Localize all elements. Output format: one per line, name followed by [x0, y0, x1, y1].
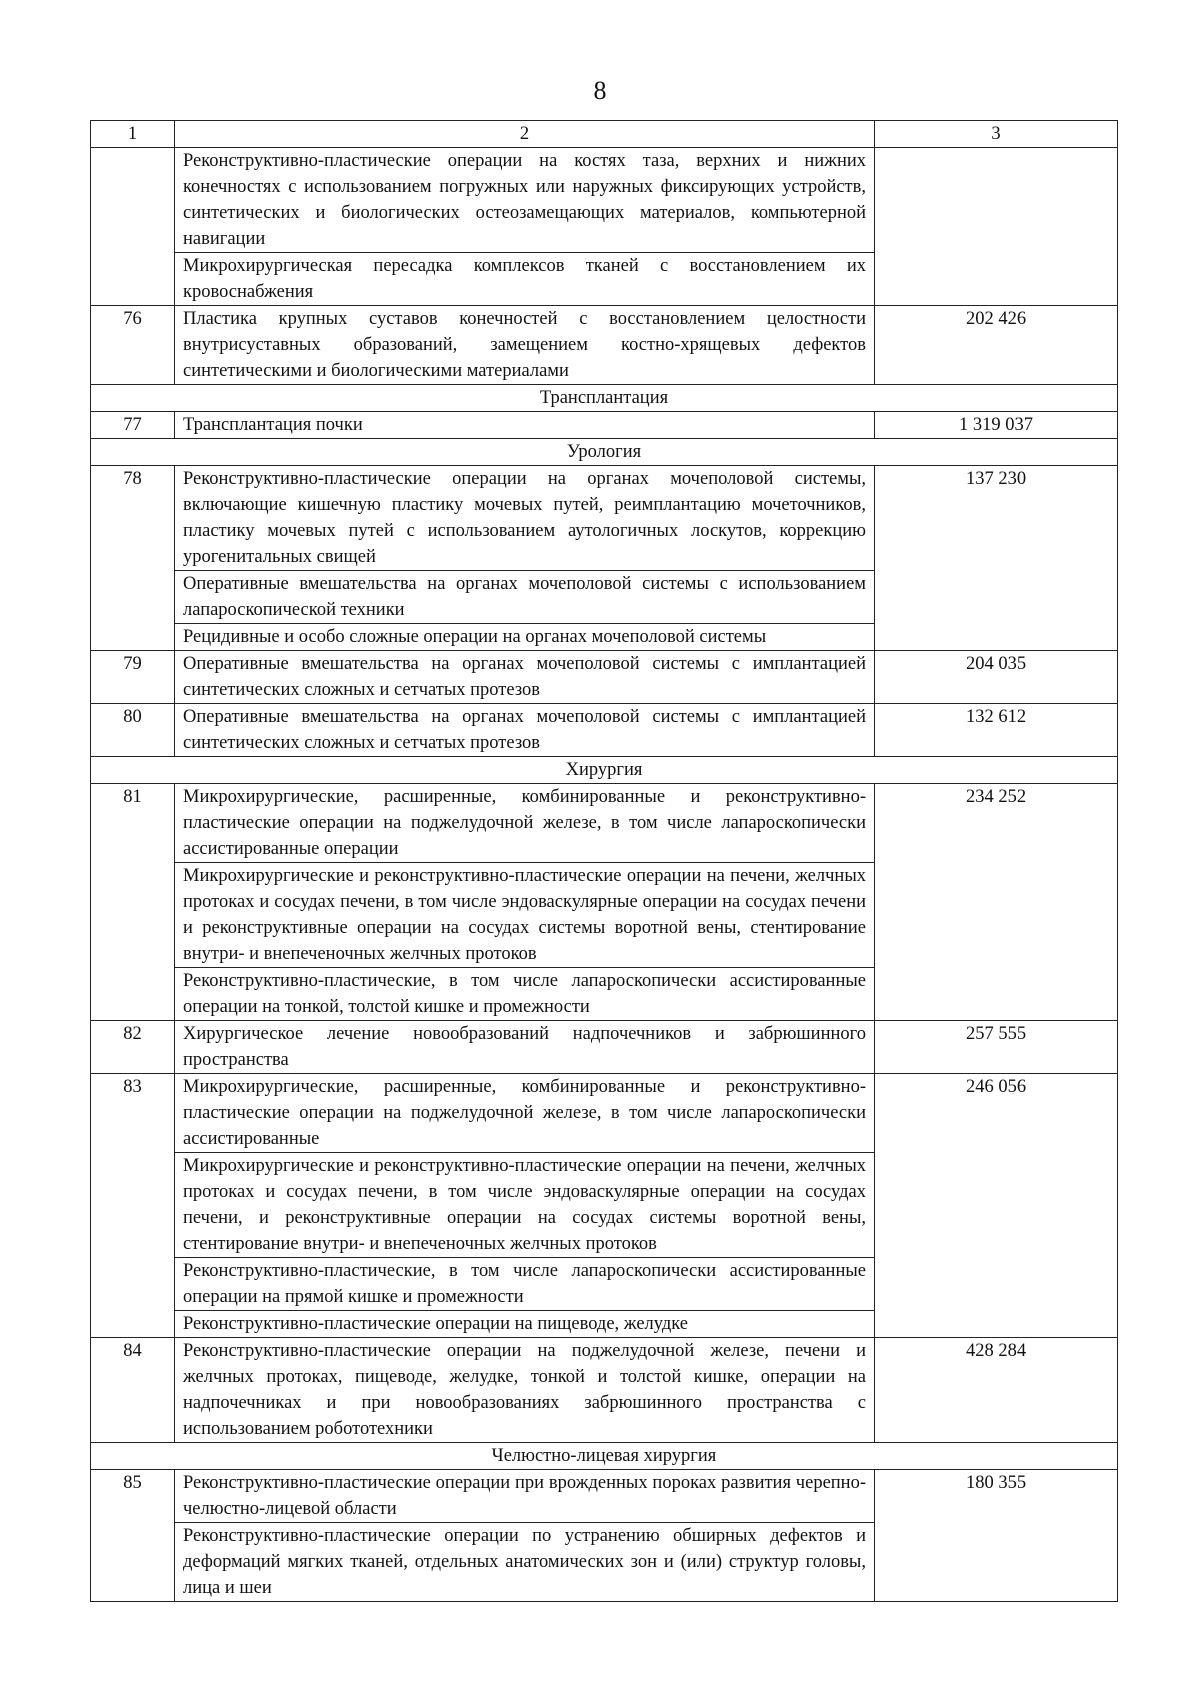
row-number: 85 [91, 1470, 175, 1602]
row-number: 83 [91, 1074, 175, 1338]
table-row [91, 306, 1118, 385]
procedure-description: Пластика крупных суставов конечностей с восстановлением целостности внутрисуставных образований, замещением костно-хрящевых дефектов синтетическими и биологическими материалами [175, 306, 875, 385]
row-number: 82 [91, 1021, 175, 1074]
column-2-header: 2 [175, 121, 875, 148]
section-title: Челюстно-лицевая хирургия [91, 1443, 1118, 1470]
cost-value: 428 284 [875, 1338, 1118, 1443]
procedure-description: Микрохирургические, расширенные, комбинированные и реконструктивно-пластические операции на поджелудочной железе, в том числе лапароскопически ассистированные операции [175, 784, 875, 863]
procedure-description: Оперативные вмешательства на органах мочеполовой системы с имплантацией синтетических сложных и сетчатых протезов [175, 651, 875, 704]
procedure-description: Хирургическое лечение новообразований надпочечников и забрюшинного пространства [175, 1021, 875, 1074]
column-number-row [91, 121, 1118, 148]
row-number: 81 [91, 784, 175, 1021]
page-number: 8 [593, 76, 607, 105]
table-row [91, 651, 1118, 704]
table-row [91, 1338, 1118, 1443]
procedure-description: Трансплантация почки [175, 412, 875, 439]
table-row [91, 412, 1118, 439]
procedure-description: Реконструктивно-пластические операции на костях таза, верхних и нижних конечностях с использованием погружных или наружных фиксирующих устройств, синтетических и биологических остеозамещающих материалов, компьютерной навигации [175, 148, 875, 253]
procedure-description: Реконструктивно-пластические операции на поджелудочной железе, печени и желчных протоках, пищеводе, желудке, тонкой и толстой кишке, операции на надпочечниках и при новообразованиях забрюшинного пространства с использованием робототехники [175, 1338, 875, 1443]
procedure-description: Реконструктивно-пластические операции по устранению обширных дефектов и деформаций мягких тканей, отдельных анатомических зон и (или) структур головы, лица и шеи [175, 1523, 875, 1602]
cost-value: 204 035 [875, 651, 1118, 704]
row-number: 79 [91, 651, 175, 704]
table-row [91, 1021, 1118, 1074]
table-body [91, 121, 1118, 1602]
procedure-description: Микрохирургическая пересадка комплексов тканей с восстановлением их кровоснабжения [175, 253, 875, 306]
procedure-description: Микрохирургические и реконструктивно-пластические операции на печени, желчных протоках и сосудах печени, в том числе эндоваскулярные операции на сосудах печени, и реконструктивные операции на сосудах системы воротной вены, стентирование внутри- и внепеченочных желчных протоков [175, 1153, 875, 1258]
cost-value: 246 056 [875, 1074, 1118, 1338]
procedure-description: Реконструктивно-пластические операции на органах мочеполовой системы, включающие кишечную пластику мочевых путей, реимплантацию мочеточников, пластику мочевых путей с использованием аутологичных лоскутов, коррекцию урогенитальных свищей [175, 466, 875, 571]
cost-value: 137 230 [875, 466, 1118, 651]
column-3-header: 3 [875, 121, 1118, 148]
cost-value: 132 612 [875, 704, 1118, 757]
cost-value: 257 555 [875, 1021, 1118, 1074]
procedure-description: Реконструктивно-пластические, в том числе лапароскопически ассистированные операции на прямой кишке и промежности [175, 1258, 875, 1311]
procedure-description: Микрохирургические и реконструктивно-пластические операции на печени, желчных протоках и сосудах печени, в том числе эндоваскулярные операции на сосудах печени и реконструктивные операции на сосудах системы воротной вены, стентирование внутри- и внепеченочных желчных протоков [175, 863, 875, 968]
table-row [91, 1470, 1118, 1523]
procedure-description: Оперативные вмешательства на органах мочеполовой системы с использованием лапароскопической техники [175, 571, 875, 624]
table-row [91, 1074, 1118, 1153]
cost-value: 202 426 [875, 306, 1118, 385]
table-row [91, 704, 1118, 757]
procedure-description: Реконструктивно-пластические, в том числе лапароскопически ассистированные операции на тонкой, толстой кишке и промежности [175, 968, 875, 1021]
section-header-row [91, 385, 1118, 412]
procedure-description: Реконструктивно-пластические операции при врожденных пороках развития черепно-челюстно-лицевой области [175, 1470, 875, 1523]
cost-value: 1 319 037 [875, 412, 1118, 439]
procedure-description: Рецидивные и особо сложные операции на органах мочеполовой системы [175, 624, 875, 651]
row-number: 84 [91, 1338, 175, 1443]
cost-value: 234 252 [875, 784, 1118, 1021]
column-1-header: 1 [91, 121, 175, 148]
procedure-description: Микрохирургические, расширенные, комбинированные и реконструктивно-пластические операции на поджелудочной железе, в том числе лапароскопически ассистированные [175, 1074, 875, 1153]
cost-value: 180 355 [875, 1470, 1118, 1602]
row-number [91, 148, 175, 306]
table-row [91, 148, 1118, 253]
section-header-row [91, 1443, 1118, 1470]
row-number: 78 [91, 466, 175, 651]
section-header-row [91, 439, 1118, 466]
tariff-table [90, 120, 1118, 1602]
section-title: Трансплантация [91, 385, 1118, 412]
table-row [91, 784, 1118, 863]
cost-value [875, 148, 1118, 306]
row-number: 76 [91, 306, 175, 385]
row-number: 80 [91, 704, 175, 757]
section-title: Хирургия [91, 757, 1118, 784]
section-title: Урология [91, 439, 1118, 466]
procedure-description: Оперативные вмешательства на органах мочеполовой системы с имплантацией синтетических сложных и сетчатых протезов [175, 704, 875, 757]
row-number: 77 [91, 412, 175, 439]
procedure-description: Реконструктивно-пластические операции на пищеводе, желудке [175, 1311, 875, 1338]
section-header-row [91, 757, 1118, 784]
table-row [91, 466, 1118, 571]
